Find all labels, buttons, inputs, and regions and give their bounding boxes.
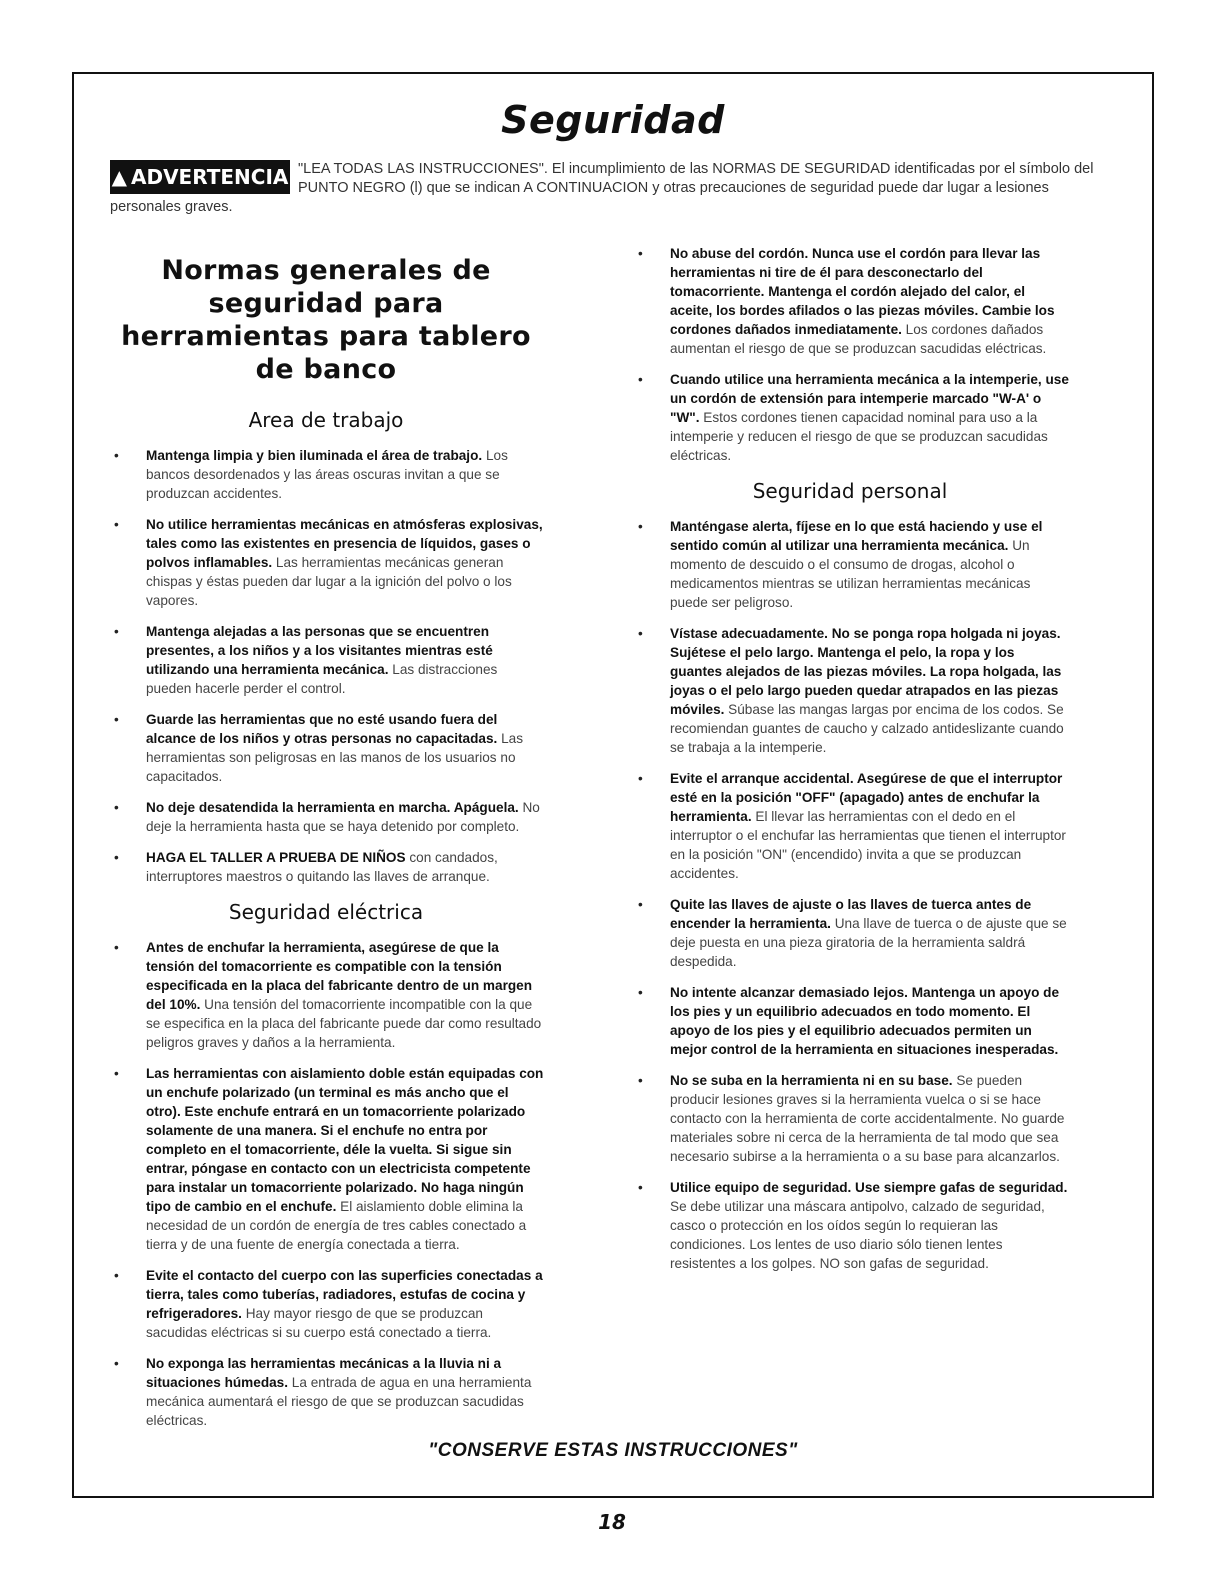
bullet-icon: • <box>638 897 643 912</box>
list-item: • No intente alcanzar demasiado lejos. Mantenga un apoyo de los pies y un equilibrio adecuados en todo momento. El apoyo de los pies y el equilibrio adecuados permiten un mejor control de la herramienta en situaciones inesperadas. <box>638 985 1060 1057</box>
bullet-icon: • <box>638 1073 643 1088</box>
bullet-icon: • <box>114 850 119 865</box>
bullet-icon: • <box>638 771 643 786</box>
list-item: • No abuse del cordón. Nunca use el cordón para llevar las herramientas ni tire de él para desconectarlo del tomacorriente. Mantenga el cordón alejado del calor, el aceite, los bordes afilados o las piezas móviles. Cambie los cordones dañados inmediatamente. Los cordones dañados aumentan el riesgo de que se produzcan sacudidas eléctricas. <box>638 246 1055 356</box>
rules-list-cord <box>630 244 1070 465</box>
page-number: 18 <box>598 1510 626 1534</box>
page-frame <box>72 72 1154 1498</box>
list-item: • No se suba en la herramienta ni en su base. Se pueden producir lesiones graves si la herramienta vuelca o si se hace contacto con la herramienta de corte accidentalmente. No guarde materiales sobre ni cerca de la herramienta de tal modo que sea necesario subirse a la herramienta o a su base para alcanzarlos. <box>638 1073 1065 1164</box>
main-heading: Normas generales de seguridad para herramientas para tablero de banco <box>121 255 531 385</box>
bullet-icon: • <box>114 800 119 815</box>
rules-list-personal <box>630 517 1070 1273</box>
list-item: • Quite las llaves de ajuste o las llaves de tuerca antes de encender la herramienta. Una llave de tuerca o de ajuste que se deje puesta en una pieza giratoria de la herramienta saldrá despedida. <box>638 897 1067 969</box>
list-item: • Las herramientas con aislamiento doble están equipadas con un enchufe polarizado (un terminal es más ancho que el otro). Este enchufe entrará en un tomacorriente polarizado solamente de una manera. Si el enchufe no entra por completo en el tomacorriente, déle la vuelta. Si sigue sin entrar, póngase en contacto con un electricista competente para instalar un tomacorriente polarizado. No haga ningún tipo de cambio en el enchufe. El aislamiento doble elimina la necesidad de un cordón de energía de tres cables conectado a tierra y de una fuente de energía conectada a tierra. <box>114 1066 544 1252</box>
warning-text: "LEA TODAS LAS INSTRUCCIONES". El incumplimiento de las NORMAS DE SEGURIDAD identificadas por el símbolo del PUNTO NEGRO (l) que se indican A CONTINUACION y otras precauciones de seguridad puede dar lugar a lesiones personales graves. <box>110 161 1094 215</box>
list-item: • Mantenga limpia y bien iluminada el área de trabajo. Los bancos desordenados y las áreas oscuras invitan a que se produzcan accidentes. <box>114 448 508 501</box>
list-item: • Evite el contacto del cuerpo con las superficies conectadas a tierra, tales como tuberías, radiadores, estufas de cocina y refrigeradores. Hay mayor riesgo de que se produzcan sacudidas eléctricas si su cuerpo está conectado a tierra. <box>114 1268 543 1340</box>
warning-triangle-icon: ▲ <box>111 164 127 189</box>
bullet-icon: • <box>114 940 119 955</box>
rules-list-electrical <box>106 938 546 1430</box>
section-heading-work-area: Area de trabajo <box>248 408 404 432</box>
warning-badge <box>110 160 290 194</box>
list-item: • Guarde las herramientas que no esté usando fuera del alcance de los niños y otras personas no capacitadas. Las herramientas son peligrosas en las manos de los usuarios no capacitados. <box>114 712 524 784</box>
right-column <box>630 244 1070 1285</box>
warning-block <box>110 160 1120 217</box>
list-item: • Utilice equipo de seguridad. Use siempre gafas de seguridad. Se debe utilizar una máscara antipolvo, calzado de seguridad, casco o protección en los oídos según lo requieran las condiciones. Los lentes de uso diario sólo tienen lentes resistentes a los golpes. NO son gafas de seguridad. <box>638 1180 1068 1271</box>
bullet-icon: • <box>638 1180 643 1195</box>
list-item: • Evite el arranque accidental. Asegúrese de que el interruptor esté en la posición "OFF" (apagado) antes de enchufar la herramienta. El llevar las herramientas con el dedo en el interruptor o el enchufar las herramientas que tienen el interruptor en la posición "ON" (encendido) invita a que se produzcan accidentes. <box>638 771 1066 881</box>
bullet-icon: • <box>638 246 643 261</box>
list-item: • Vístase adecuadamente. No se ponga ropa holgada ni joyas. Sujétese el pelo largo. Mantenga el pelo, la ropa y los guantes alejados de las piezas móviles. La ropa holgada, las joyas o el pelo largo pueden quedar atrapados en las piezas móviles. Súbase las mangas largas por encima de los codos. Se recomiendan guantes de caucho y calzado antideslizante cuando se trabaja a la intemperie. <box>638 626 1064 755</box>
section-heading-personal: Seguridad personal <box>752 479 948 503</box>
section-heading-electrical: Seguridad eléctrica <box>228 900 424 924</box>
warning-badge-label: ADVERTENCIA <box>131 164 289 189</box>
bullet-icon: • <box>638 985 643 1000</box>
list-item: • Manténgase alerta, fíjese en lo que está haciendo y use el sentido común al utilizar una herramienta mecánica. Un momento de descuido o el consumo de drogas, alcohol o medicamentos mientras se utilizan herramientas mecánicas puede ser peligroso. <box>638 519 1043 610</box>
list-item: • Cuando utilice una herramienta mecánica a la intemperie, use un cordón de extensión para intemperie marcado "W-A' o "W". Estos cordones tienen capacidad nominal para uso a la intemperie y reducen el riesgo de que se produzcan sacudidas eléctricas. <box>638 372 1069 463</box>
list-item: • HAGA EL TALLER A PRUEBA DE NIÑOS con candados, interruptores maestros o quitando las llaves de arranque. <box>114 850 498 884</box>
bullet-icon: • <box>638 626 643 641</box>
list-item: • No exponga las herramientas mecánicas a la lluvia ni a situaciones húmedas. La entrada de agua en una herramienta mecánica aumentará el riesgo de que se produzcan sacudidas eléctricas. <box>114 1356 532 1428</box>
bullet-icon: • <box>114 1356 119 1371</box>
bullet-icon: • <box>638 372 643 387</box>
bullet-icon: • <box>638 519 643 534</box>
bullet-icon: • <box>114 712 119 727</box>
list-item: • No utilice herramientas mecánicas en atmósferas explosivas, tales como las existentes en presencia de líquidos, gases o polvos inflamables. Las herramientas mecánicas generan chispas y éstas pueden dar lugar a la ignición del polvo o los vapores. <box>114 517 543 608</box>
bullet-icon: • <box>114 517 119 532</box>
bullet-icon: • <box>114 448 119 463</box>
list-item: • No deje desatendida la herramienta en marcha. Apáguela. No deje la herramienta hasta que se haya detenido por completo. <box>114 800 540 834</box>
bullet-icon: • <box>114 624 119 639</box>
bullet-icon: • <box>114 1268 119 1283</box>
left-column <box>106 242 546 1442</box>
save-instructions-note: "CONSERVE ESTAS INSTRUCCIONES" <box>428 1440 798 1461</box>
page-title: Seguridad <box>501 98 725 142</box>
list-item: • Antes de enchufar la herramienta, asegúrese de que la tensión del tomacorriente es compatible con la tensión especificada en la placa del fabricante dentro de un margen del 10%. Una tensión del tomacorriente incompatible con la que se especifica en la placa del fabricante puede dar como resultado peligros graves y daños a la herramienta. <box>114 940 542 1050</box>
list-item: • Mantenga alejadas a las personas que se encuentren presentes, a los niños y a los visitantes mientras esté utilizando una herramienta mecánica. Las distracciones pueden hacerle perder el control. <box>114 624 498 696</box>
bullet-icon: • <box>114 1066 119 1081</box>
rules-list-work-area <box>106 446 546 886</box>
